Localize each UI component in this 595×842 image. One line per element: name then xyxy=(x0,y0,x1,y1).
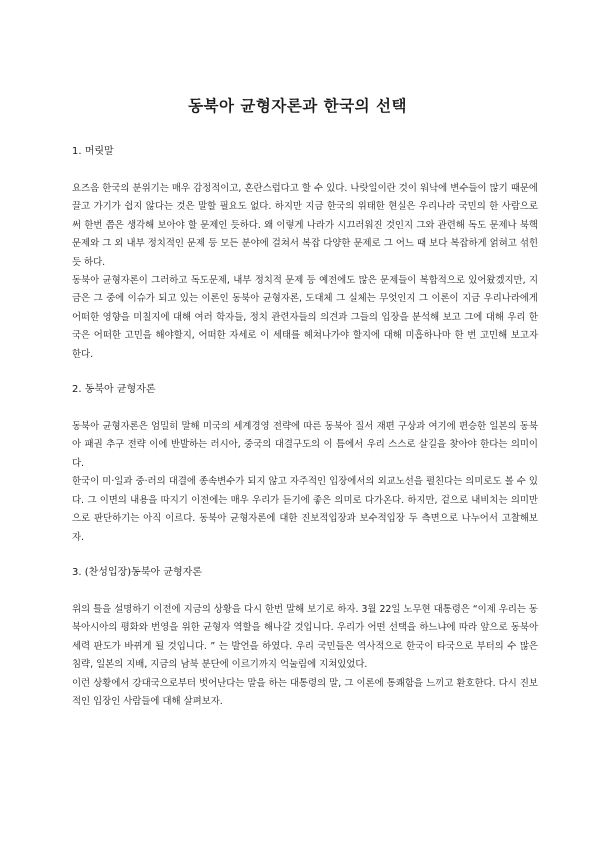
section-3-paragraph-2: 이런 상황에서 강대국으로부터 벗어난다는 말을 하는 대통령의 말, 그 이론에 통쾌함을 느끼고 환호한다. 다시 진보적인 입장인 사람들에 대해 살펴보자. xyxy=(72,677,538,707)
section-3-heading: 3. (찬성입장)동북아 균형자론 xyxy=(72,566,202,578)
section-3-paragraph-1: 위의 틀을 설명하기 이전에 지금의 상황을 다시 한번 말해 보기로 하자. 3월 22일 노무현 대통령은 “이제 우리는 동북아시아의 평화와 번영을 위한 균형자 역할을 해나갈 것입니다. 우리가 어떤 선택을 하느냐에 따라 앞으로 동북아 세력 판도가 바뀌게 될 것입니다. ” 는 발언을 하였다. 우리 국민들은 역사적으로 한국이 타국으로 부터의 수 많은 침략, 일본의 지배, 지금의 남북 분단에 이르기까지 억눌림에 지쳐있었다. xyxy=(72,603,538,671)
document-body xyxy=(72,145,538,711)
section-2-paragraph-2: 한국이 미·일과 중·러의 대결에 종속변수가 되지 않고 자주적인 입장에서의 외교노선을 펼친다는 의미로도 볼 수 있다. 그 이면의 내용을 따지기 이전에는 매우 우리가 듣기에 좋은 의미로 다가온다. 하지만, 겉으로 내비치는 의미만으로 판단하기는 아직 이르다. 동북아 균형자론에 대한 진보적입장과 보수적입장 두 측면으로 나누어서 고찰해보자. xyxy=(72,476,538,543)
section-1-paragraph-1: 요즈음 한국의 분위기는 매우 감정적이고, 혼란스럽다고 할 수 있다. 나랏일이란 것이 워낙에 변수들이 많기 때문에 끌고 가기가 쉽지 않다는 것은 말할 필요도 없다. 하지만 지금 한국의 위태한 현실은 우리나라 국민의 한 사람으로써 한번 쯤은 생각해 보아야 할 문제인 듯하다. 왜 이렇게 나라가 시끄러워진 것인지 그와 관련해 독도 문제나 북핵문제와 그 외 내부 정치적인 문제 등 모든 분야에 걸쳐서 복잡 다양한 문제로 그 어느 때 보다 복잡하게 얽혀고 섞힌 듯 하다. xyxy=(72,183,538,268)
section-1-paragraph-2: 동북아 균형자론이 그러하고 독도문제, 내부 정치적 문제 등 예전에도 많은 문제들이 복합적으로 있어왔겠지만, 지금은 그 중에 이슈가 되고 있는 이론인 동북아 균형자론, 도대체 그 실체는 무엇인지 그 이론이 지금 우리나라에게 어떠한 영향을 미칠지에 대해 여러 학자들, 정치 관련자들의 의견과 그들의 입장을 분석해 보고 그에 대해 우리 한국은 어떠한 고민을 해야할지, 어떠한 자세로 이 세태를 헤쳐나가야 할지에 대해 미흡하나마 한 번 고민해 보고자 한다. xyxy=(72,275,538,360)
section-2-heading: 2. 동북아 균형자론 xyxy=(72,384,156,396)
document-title: 동북아 균형자론과 한국의 선택 xyxy=(188,97,407,115)
section-2-paragraph-1: 동북아 균형자론은 엄밀히 말해 미국의 세계경영 전략에 따른 동북아 질서 재편 구상과 여기에 편승한 일본의 동북아 패권 추구 전략 이에 반발하는 러시아, 중국의 대결구도의 이 틈에서 우리 스스로 살길을 찾아야 한다는 의미이다. xyxy=(72,421,538,469)
section-1-heading: 1. 머릿말 xyxy=(72,146,114,157)
